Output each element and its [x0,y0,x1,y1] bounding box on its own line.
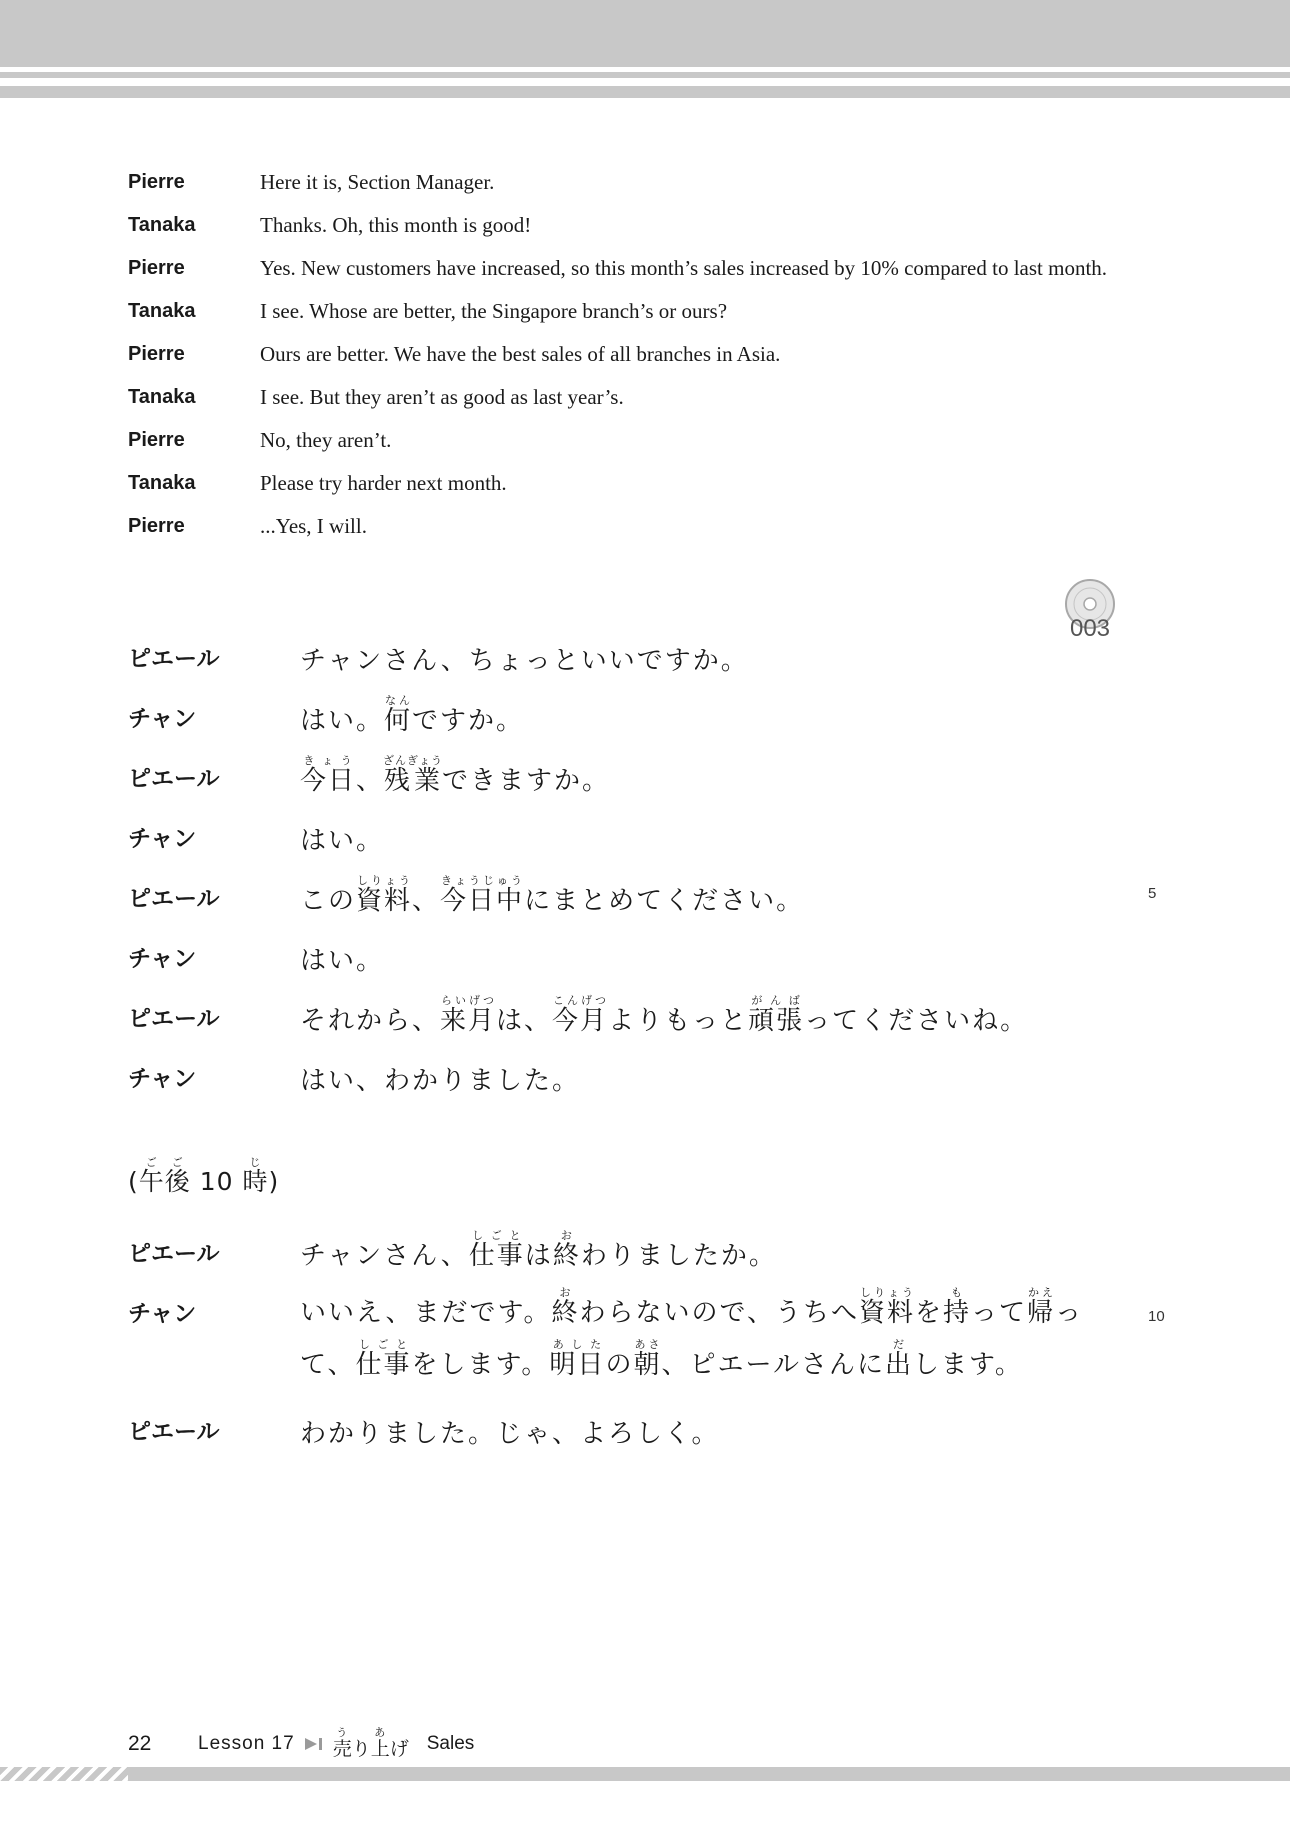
speaker-name: Tanaka [128,214,196,236]
line-number: 5 [1148,885,1157,902]
footer-hatch [0,1767,128,1781]
speaker-name: ピエール [128,886,220,912]
jp-dialogue-line [128,631,1128,691]
dialogue-line [128,510,1120,542]
dialogue-text: チャンさん、ちょっといいですか。 [300,646,749,676]
speaker-name: Pierre [128,429,185,451]
scene-time-label: (午後ごご 10 時じ) [128,1156,280,1196]
dialogue-text: Ours are better. We have the best sales of all branches in Asia. [260,342,781,366]
dialogue-line [128,295,1120,327]
dialogue-text: Yes. New customers have increased, so this month’s sales increased by 10% compared to last month. [260,256,1108,280]
dialogue-line [128,252,1120,284]
dialogue-text: チャンさん、仕事しごとは終おわりましたか。 [300,1229,777,1271]
dialogue-line [128,381,1120,413]
dialogue-text: Thanks. Oh, this month is good! [260,213,532,237]
line-number: 10 [1148,1308,1165,1325]
speaker-name: チャン [128,826,197,852]
header-band [0,0,1290,67]
jp-dialogue-line [128,1404,1128,1464]
dialogue-text: はい、わかりました。 [300,1066,581,1096]
jp-dialogue-line [128,871,1128,931]
jp-dialogue-line [128,1051,1128,1111]
dialogue-text: はい。 [300,946,385,976]
lesson-title-jp: 売うり上あげ [332,1726,409,1760]
dialogue-text: Please try harder next month. [260,471,507,495]
speaker-name: チャン [128,706,197,732]
jp-dialogue-line [128,991,1128,1051]
dialogue-text: この資料しりょう、今日中きょうじゅうにまとめてください。 [300,874,805,916]
dialogue-line [128,209,1120,241]
speaker-name: ピエール [128,766,220,792]
dialogue-text: 今日きょう、残業ざんぎょうできますか。 [300,754,611,796]
dialogue-text: No, they aren’t. [260,428,392,452]
dialogue-text: I see. But they aren’t as good as last year’s. [260,385,624,409]
dialogue-line [128,424,1120,456]
dialogue-text: Here it is, Section Manager. [260,170,495,194]
speaker-name: Tanaka [128,386,196,408]
dialogue-text: I see. Whose are better, the Singapore branch’s or ours? [260,299,728,323]
speaker-name: Pierre [128,257,185,279]
jp-dialogue-line [128,931,1128,991]
header-rule-lower [0,86,1290,98]
dialogue-text [300,1286,1128,1390]
speaker-name: ピエール [128,646,220,672]
play-next-icon [303,1736,325,1752]
dialogue-text: わかりました。じゃ、よろしく。 [300,1419,720,1449]
dialogue-line [128,467,1120,499]
dialogue-text: ...Yes, I will. [260,514,367,538]
speaker-name: チャン [128,1066,197,1092]
dialogue-line [128,166,1120,198]
dialogue-text-line: いいえ、まだです。終おわらないので、うちへ資料しりょうを持もって帰かえっ [300,1286,1084,1328]
header-rule [0,72,1290,78]
speaker-name: Tanaka [128,300,196,322]
speaker-name: Tanaka [128,472,196,494]
dialogue-text: はい。何なんですか。 [300,694,525,736]
speaker-name: チャン [128,946,197,972]
jp-dialogue-line [128,1286,1128,1390]
dialogue-text-line: て、仕事しごとをします。明日あしたの朝あさ、ピエールさんに出だします。 [300,1338,1023,1380]
speaker-name: Pierre [128,515,185,537]
footer-band [128,1767,1290,1781]
page-number: 22 [128,1731,152,1755]
track-number: 003 [1069,615,1111,642]
page-footer [128,1726,474,1761]
dialogue-text: それから、来月らいげつは、今月こんげつよりもっと頑張がんばってくださいね。 [300,994,1029,1036]
jp-dialogue-line [128,811,1128,871]
jp-dialogue-line [128,1226,1128,1286]
speaker-name: チャン [128,1301,197,1327]
speaker-name: ピエール [128,1419,220,1445]
lesson-label: Lesson 17 [198,1732,295,1754]
english-dialogue [128,166,1120,553]
lesson-title-en: Sales [426,1732,475,1754]
speaker-name: ピエール [128,1241,220,1267]
dialogue-line [128,338,1120,370]
speaker-name: Pierre [128,171,185,193]
speaker-name: Pierre [128,343,185,365]
dialogue-text: はい。 [300,826,385,856]
jp-dialogue-line [128,751,1128,811]
jp-dialogue-line [128,691,1128,751]
speaker-name: ピエール [128,1006,220,1032]
